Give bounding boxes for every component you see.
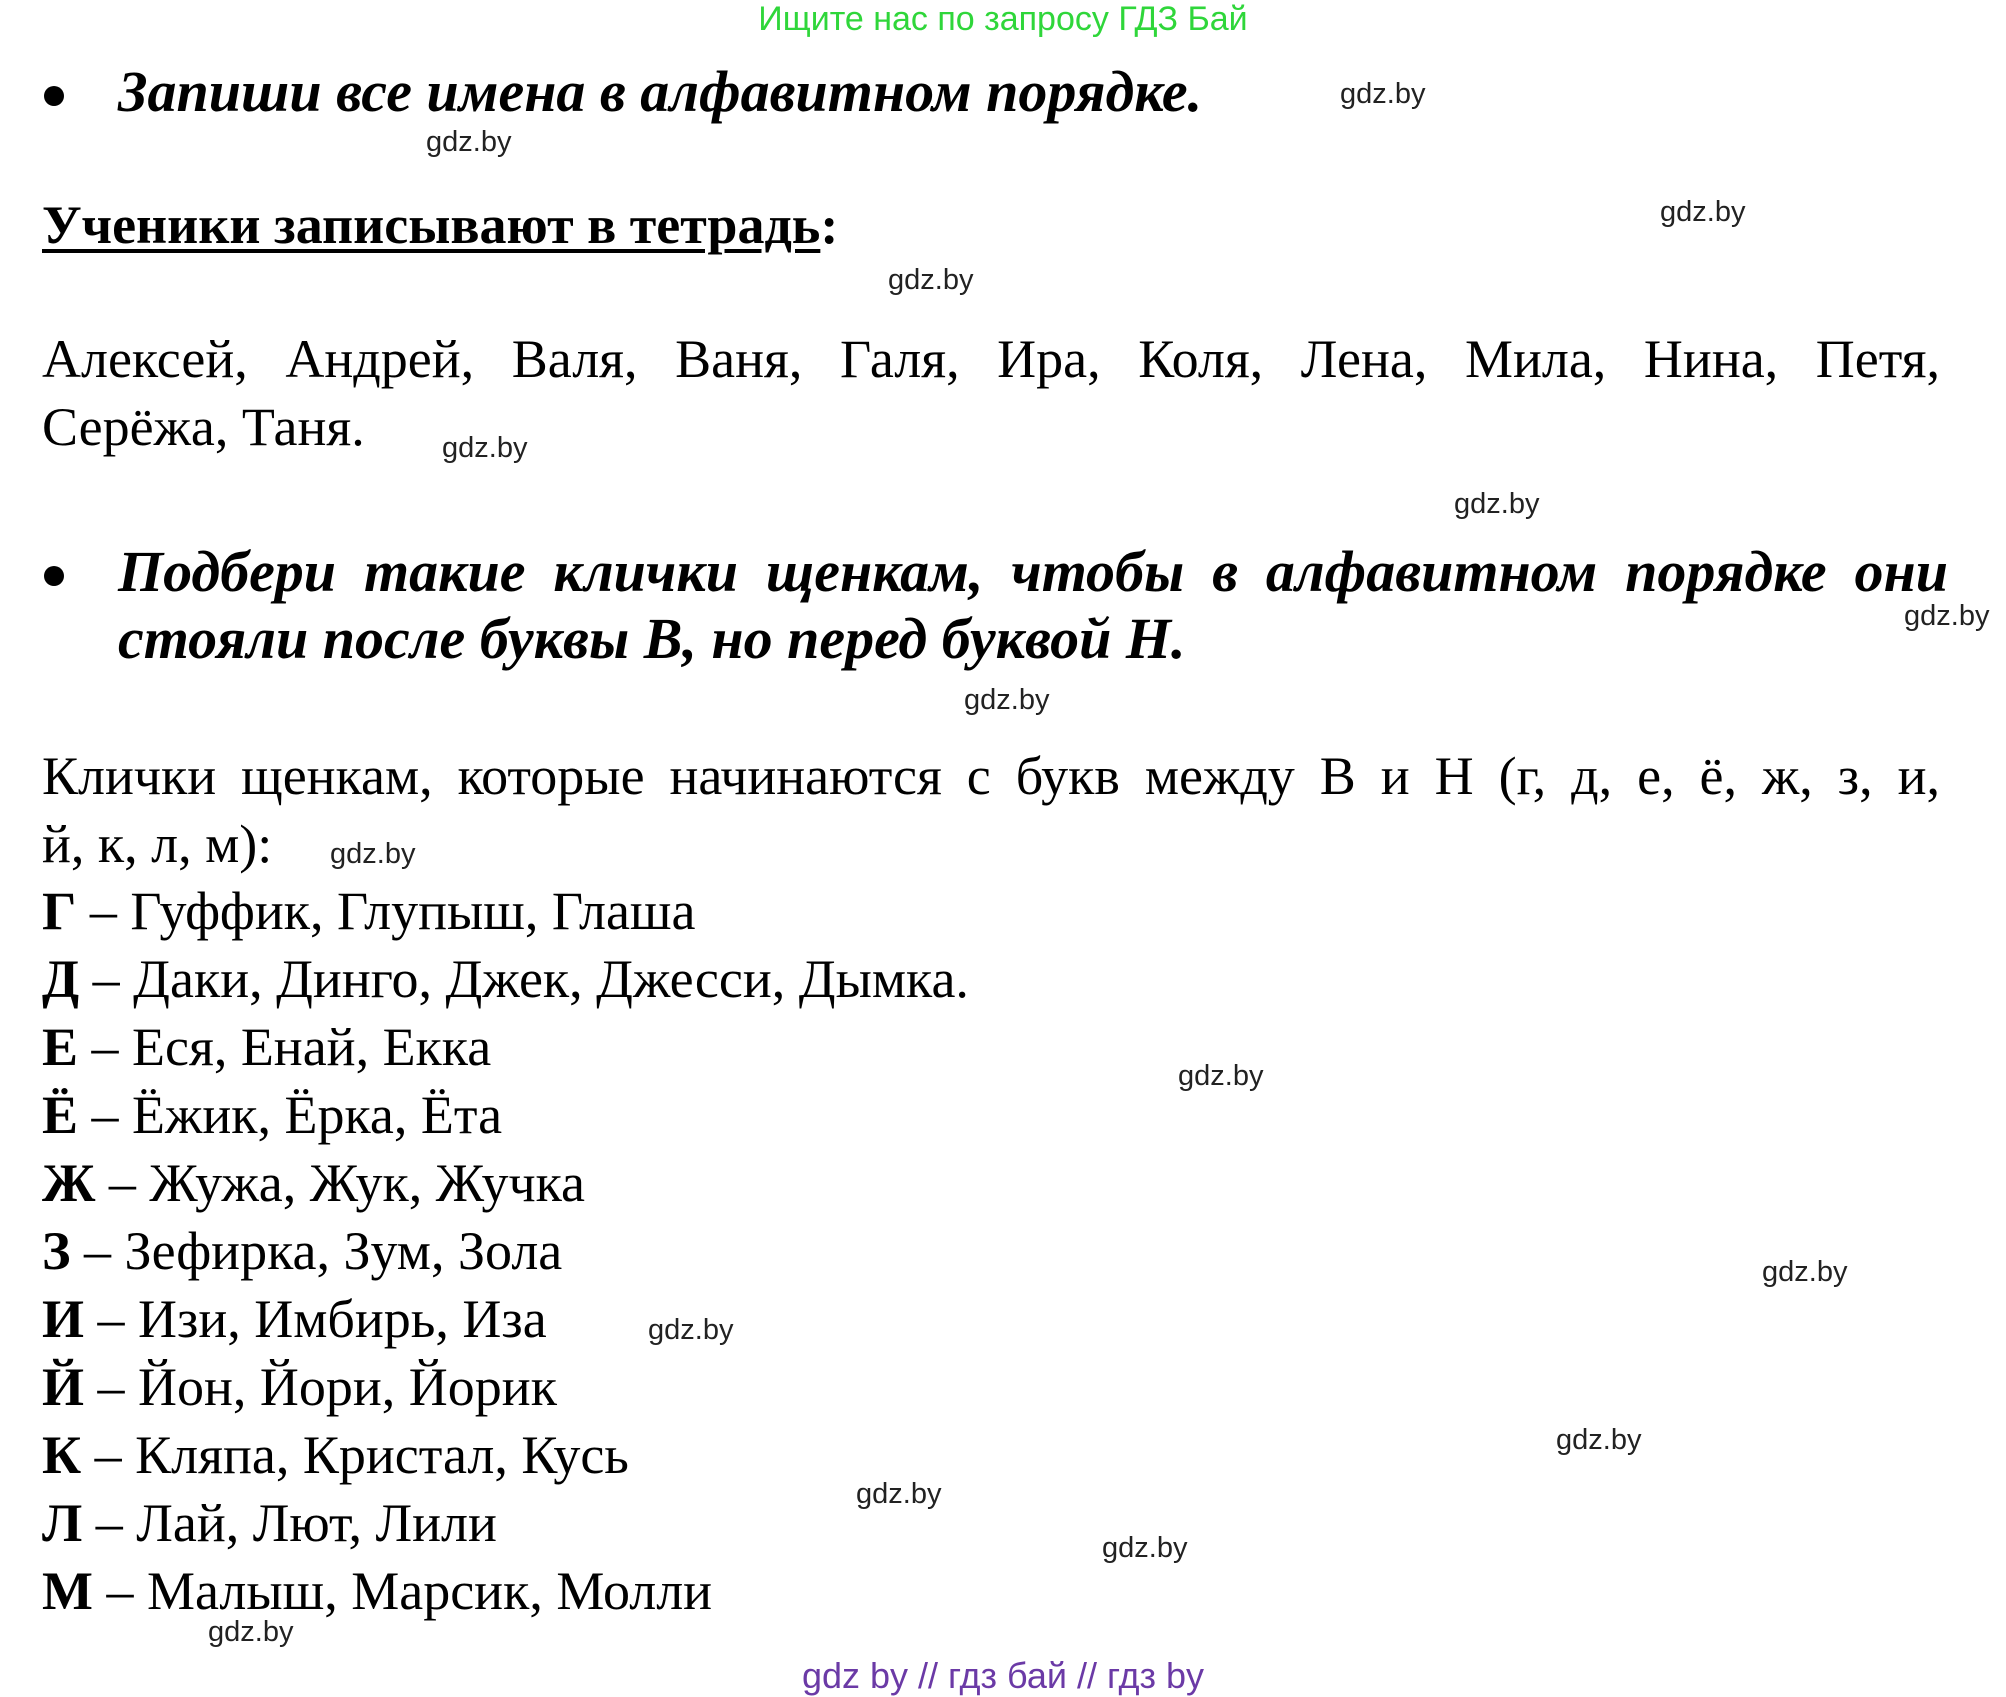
letter-row	[42, 1560, 712, 1622]
letter-row	[42, 1492, 497, 1554]
task2-text	[118, 538, 1948, 672]
watermark: gdz.by	[208, 1616, 294, 1648]
row-names: – Изи, Имбирь, Иза	[84, 1289, 547, 1349]
letter-row	[42, 1084, 502, 1146]
row-letter: Д	[42, 949, 80, 1009]
row-letter: Й	[42, 1357, 85, 1417]
row-names: – Зефирка, Зум, Зола	[70, 1221, 563, 1281]
watermark: gdz.by	[1904, 600, 1990, 632]
row-letter: И	[42, 1289, 85, 1349]
row-letter: Ё	[42, 1085, 79, 1145]
row-names: – Жужа, Жук, Жучка	[95, 1153, 585, 1213]
letter-row	[42, 1220, 562, 1282]
letter-row	[42, 1288, 547, 1350]
heading-underlined: Ученики записывают в тетрадь	[42, 195, 821, 255]
watermark: gdz.by	[426, 126, 512, 158]
row-letter: З	[42, 1221, 71, 1281]
task2-line-1: Подбери такие клички щенкам, чтобы в алфавитном порядке они	[118, 539, 1948, 604]
row-names: – Кляпа, Кристал, Кусь	[81, 1425, 629, 1485]
watermark: gdz.by	[1762, 1256, 1848, 1288]
names-paragraph	[42, 325, 1940, 461]
watermark: gdz.by	[1454, 488, 1540, 520]
watermark: gdz.by	[964, 684, 1050, 716]
row-names: – Малыш, Марсик, Молли	[92, 1561, 713, 1621]
watermark: gdz.by	[330, 838, 416, 870]
top-banner: Ищите нас по запросу ГДЗ Бай	[758, 0, 1248, 38]
watermark: gdz.by	[1660, 196, 1746, 228]
row-letter: К	[42, 1425, 82, 1485]
task1-text: Запиши все имена в алфавитном порядке.	[118, 59, 1203, 124]
row-names: – Ёжик, Ёрка, Ёта	[78, 1085, 503, 1145]
row-letter: М	[42, 1561, 93, 1621]
row-names: – Даки, Динго, Джек, Джесси, Дымка.	[79, 949, 969, 1009]
watermark: gdz.by	[856, 1478, 942, 1510]
bullet-task2	[44, 566, 64, 586]
intro-line-1: Клички щенкам, которые начинаются с букв между В и Н (г, д, е, ё, ж, з, и,	[42, 746, 1940, 806]
watermark: gdz.by	[1340, 78, 1426, 110]
letter-row	[42, 1152, 585, 1214]
letter-row	[42, 948, 969, 1010]
letter-row	[42, 1016, 491, 1078]
watermark: gdz.by	[1102, 1532, 1188, 1564]
bullet-task1	[44, 86, 64, 106]
watermark: gdz.by	[1556, 1424, 1642, 1456]
intro-paragraph	[42, 742, 1940, 878]
watermark: gdz.by	[442, 432, 528, 464]
task2-line-2: стояли после буквы В, но перед буквой Н.	[118, 606, 1186, 671]
watermark: gdz.by	[648, 1314, 734, 1346]
watermark: gdz.by	[1178, 1060, 1264, 1092]
row-names: – Лай, Лют, Лили	[82, 1493, 497, 1553]
row-names: – Йон, Йори, Йорик	[84, 1357, 557, 1417]
letter-row	[42, 880, 695, 942]
section-heading	[42, 194, 838, 256]
names-line-1: Алексей, Андрей, Валя, Ваня, Галя, Ира, Коля, Лена, Мила, Нина, Петя,	[42, 329, 1940, 389]
footer-links: gdz by // гдз бай // гдз by	[801, 1655, 1205, 1696]
row-names: – Гуффик, Глупыш, Глаша	[76, 881, 696, 941]
row-letter: Е	[42, 1017, 79, 1077]
letter-row	[42, 1356, 557, 1418]
intro-line-2: й, к, л, м):	[42, 814, 273, 874]
names-line-2: Серёжа, Таня.	[42, 397, 365, 457]
row-letter: Л	[42, 1493, 83, 1553]
row-letter: Ж	[42, 1153, 96, 1213]
letter-row	[42, 1424, 629, 1486]
heading-colon: :	[820, 195, 839, 255]
row-letter: Г	[42, 881, 77, 941]
row-names: – Еся, Енай, Екка	[78, 1017, 492, 1077]
watermark: gdz.by	[888, 264, 974, 296]
